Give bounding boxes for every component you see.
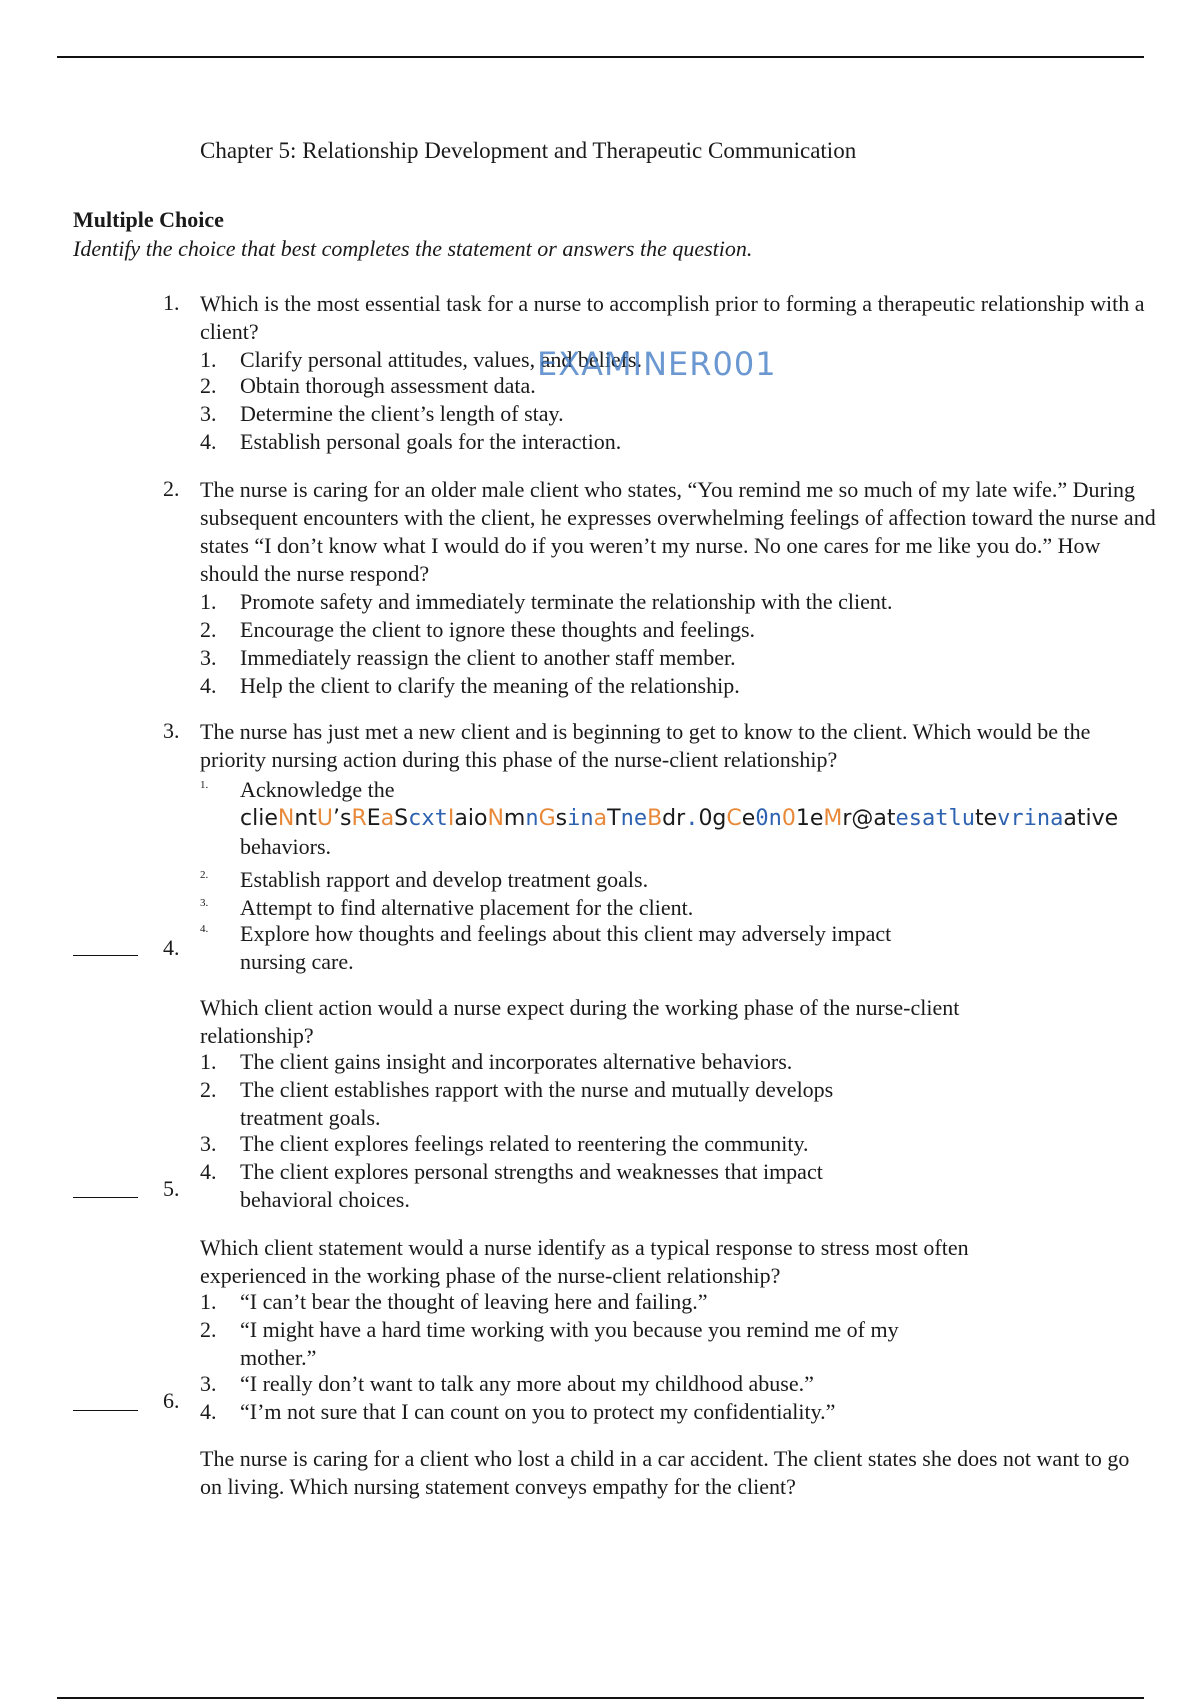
answer-option[interactable] [200, 1048, 980, 1076]
answer-option[interactable] [200, 672, 980, 700]
option-text: Immediately reassign the client to another staff member. [240, 645, 736, 670]
question-number: 3. [163, 718, 180, 743]
option-text: Explore how thoughts and feelings about this client may adversely impact nursing care. [240, 921, 892, 974]
option-text: “I really don’t want to talk any more about my childhood abuse.” [240, 1371, 814, 1396]
answer-option[interactable] [200, 372, 980, 400]
option-text: Encourage the client to ignore these thoughts and feelings. [240, 617, 756, 642]
option-text: Clarify personal attitudes, values, and beliefs. [240, 347, 642, 372]
instructions: Identify the choice that best completes the statement or answers the question. [73, 236, 753, 261]
option-text: Obtain thorough assessment data. [240, 373, 536, 398]
answer-option[interactable] [200, 894, 980, 922]
option-number: 3. [200, 897, 209, 909]
question-stem: The nurse has just met a new client and is beginning to get to know to the client. Which would be the priority nursing action during this phase of the nurse-client relationship? [200, 719, 1091, 772]
option-text: The client explores personal strengths and weaknesses that impact behavioral choices. [240, 1159, 823, 1212]
question-number: 1. [163, 290, 180, 315]
examiner-watermark: EXAMINER001 [537, 345, 777, 383]
option-number: 4. [200, 1399, 217, 1424]
answer-option[interactable] [200, 1398, 980, 1426]
option-number: 4. [200, 1159, 217, 1184]
option-number: 4. [200, 923, 209, 935]
option-number: 4. [200, 429, 217, 454]
answer-option[interactable] [200, 644, 980, 672]
answer-option[interactable] [200, 400, 980, 428]
answer-option[interactable] [200, 1370, 980, 1398]
option-number: 3. [200, 645, 217, 670]
option-number: 1. [200, 779, 209, 791]
option-text: “I might have a hard time working with you because you remind me of my mother.” [240, 1317, 899, 1370]
answer-option[interactable] [200, 920, 960, 976]
answer-option[interactable] [200, 428, 980, 456]
answer-option[interactable] [200, 1316, 960, 1372]
option-number: 4. [200, 673, 217, 698]
option-number: 1. [200, 1049, 217, 1074]
option-text: Promote safety and immediately terminate the relationship with the client. [240, 589, 893, 614]
garbled-watermark-overlap: clieNntU’sREaScxtIaioNmnGsinaTneBdr.0gCe0n01eMr@atesatlutevrinaative [240, 806, 1119, 831]
option-number: 1. [200, 589, 217, 614]
option-text: Help the client to clarify the meaning of the relationship. [240, 673, 740, 698]
option-text: The client gains insight and incorporates alternative behaviors. [240, 1049, 793, 1074]
option-text: Establish rapport and develop treatment goals. [240, 867, 649, 892]
option-number: 1. [200, 1289, 217, 1314]
option-text: “I’m not sure that I can count on you to protect my confidentiality.” [240, 1399, 836, 1424]
option-text: Establish personal goals for the interaction. [240, 429, 622, 454]
answer-blank[interactable] [73, 955, 138, 956]
section-heading: Multiple Choice [73, 207, 224, 232]
option-number: 2. [200, 373, 217, 398]
bottom-rule [57, 1697, 1144, 1699]
question-number: 5. [163, 1176, 180, 1201]
option-text: “I can’t bear the thought of leaving here and failing.” [240, 1289, 708, 1314]
answer-option[interactable] [200, 1158, 920, 1214]
answer-option[interactable] [200, 346, 980, 374]
question-number: 6. [163, 1388, 180, 1413]
question-number: 2. [163, 476, 180, 501]
question-stem: Which client statement would a nurse identify as a typical response to stress most often experienced in the working phase of the nurse-client relationship? [200, 1235, 969, 1288]
option-number: 1. [200, 347, 217, 372]
question-stem: The nurse is caring for a client who lost a child in a car accident. The client states she does not want to go on living. Which nursing statement conveys empathy for the client? [200, 1446, 1130, 1499]
option-number: 2. [200, 617, 217, 642]
answer-option[interactable] [200, 866, 980, 894]
option-text: The client explores feelings related to reentering the community. [240, 1131, 809, 1156]
page-title: Chapter 5: Relationship Development and Therapeutic Communication [200, 138, 857, 163]
answer-option[interactable] [200, 1288, 980, 1316]
option-number: 3. [200, 1131, 217, 1156]
option-number: 2. [200, 869, 209, 881]
answer-blank[interactable] [73, 1197, 138, 1198]
question-stem: The nurse is caring for an older male client who states, “You remind me so much of my late wife.” During subsequent encounters with the client, he expresses overwhelming feelings of affection toward the nurse and states “I don’t know what I would do if you weren’t my nurse. No one cares for me like you do.” How should the nurse respond? [200, 477, 1156, 586]
option-number: 3. [200, 1371, 217, 1396]
option-number: 2. [200, 1077, 217, 1102]
option-text: Acknowledge the [240, 777, 395, 802]
question-stem: Which client action would a nurse expect during the working phase of the nurse-client relationship? [200, 995, 960, 1048]
top-rule [57, 56, 1144, 58]
question-stem: Which is the most essential task for a nurse to accomplish prior to forming a therapeutic relationship with a client? [200, 291, 1145, 344]
option-text: behaviors. [240, 834, 332, 859]
answer-blank[interactable] [73, 1410, 138, 1411]
question-number: 4. [163, 935, 180, 960]
option-text: Attempt to find alternative placement for the client. [240, 895, 694, 920]
option-number: 3. [200, 401, 217, 426]
answer-option[interactable] [200, 616, 980, 644]
option-text: The client establishes rapport with the nurse and mutually develops treatment goals. [240, 1077, 834, 1130]
answer-option[interactable] [200, 1076, 920, 1132]
option-number: 2. [200, 1317, 217, 1342]
answer-option[interactable] [200, 776, 1119, 861]
answer-option[interactable] [200, 1130, 980, 1158]
option-text: Determine the client’s length of stay. [240, 401, 564, 426]
answer-option[interactable] [200, 588, 980, 616]
